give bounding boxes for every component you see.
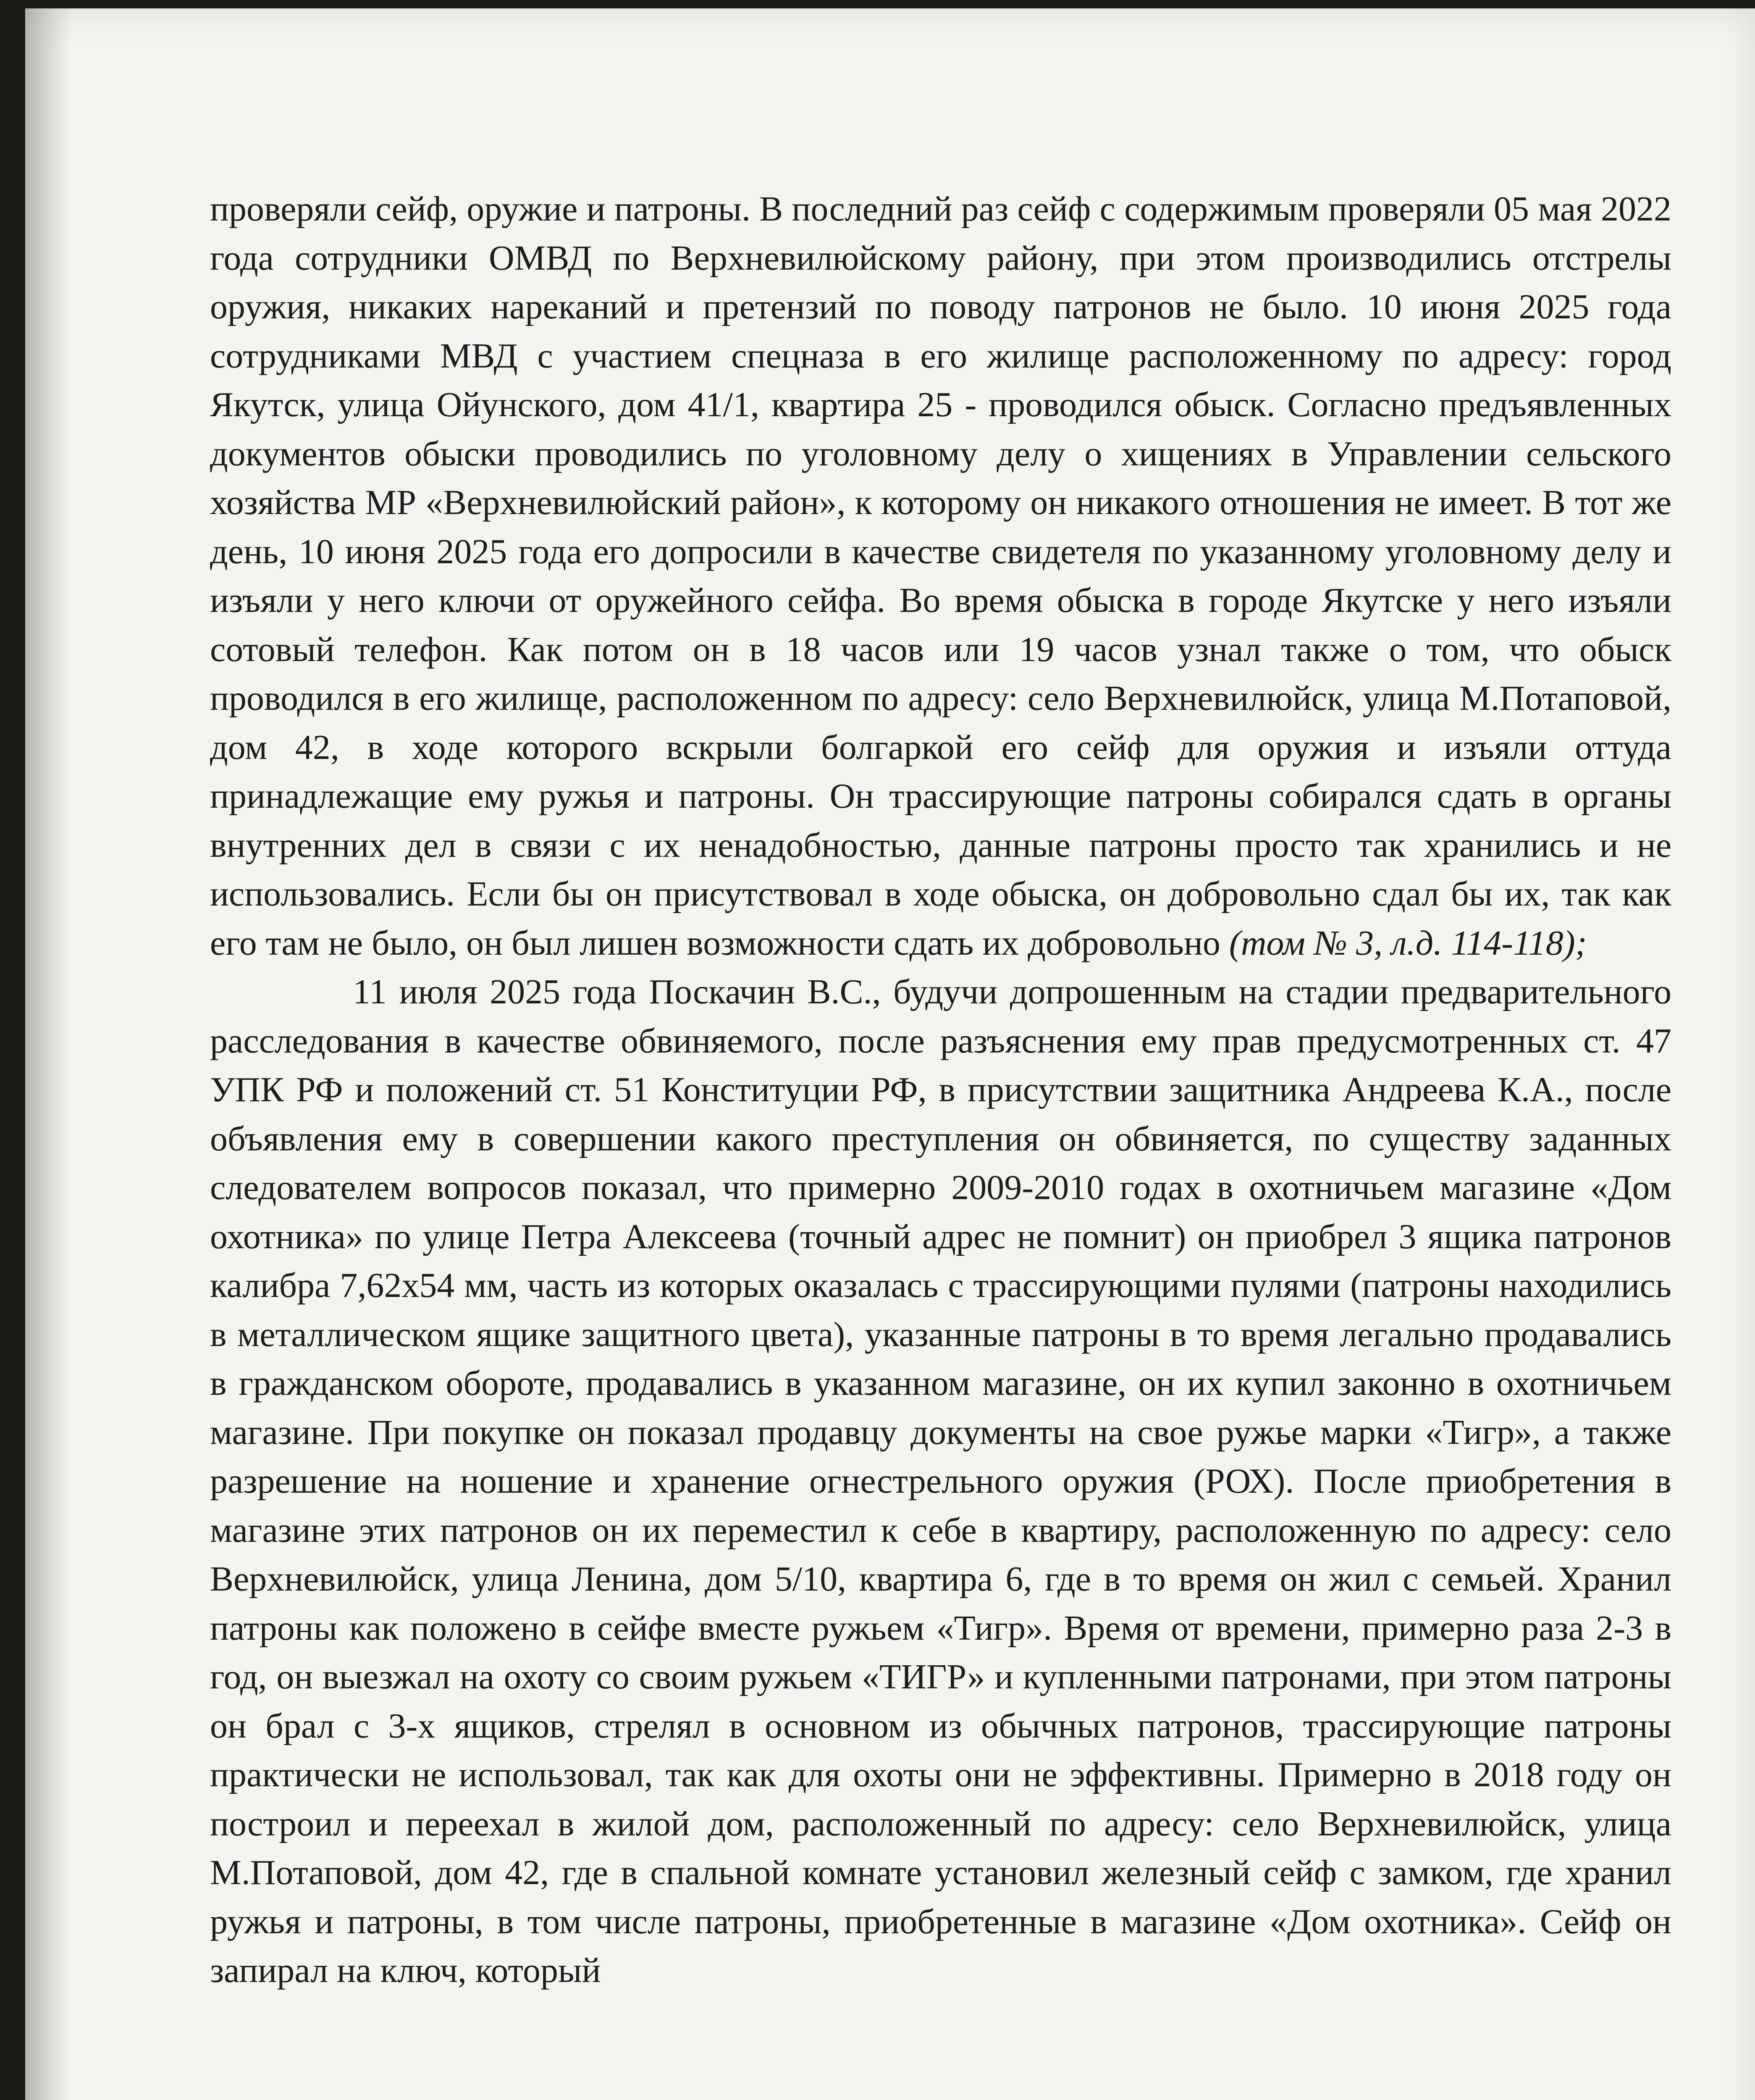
paragraph-testimony-continuation xyxy=(210,185,1671,968)
paragraph-text: проверяли сейф, оружие и патроны. В последний раз сейф с содержимым проверяли 05 мая 2022 года сотрудники ОМВД по Верхневилюйскому району, при этом производились отстрелы оружия, никаких нареканий и претензий по поводу патронов не было. 10 июня 2025 года сотрудниками МВД с участием спецназа в его жилище расположенному по адресу: город Якутск, улица Ойунского, дом 41/1, квартира 25 - проводился обыск. Согласно предъявленных документов обыски проводились по уголовному делу о хищениях в Управлении сельского хозяйства МР «Верхневилюйский район», к которому он никакого отношения не имеет. В тот же день, 10 июня 2025 года его допросили в качестве свидетеля по указанному уголовному делу и изъяли у него ключи от оружейного сейфа. Во время обыска в городе Якутске у него изъяли сотовый телефон. Как потом он в 18 часов или 19 часов узнал также о том, что обыск проводился в его жилище, расположенном по адресу: село Верхневилюйск, улица М.Потаповой, дом 42, в ходе которого вскрыли болгаркой его сейф для оружия и изъяли оттуда принадлежащие ему ружья и патроны. Он трассирующие патроны собирался сдать в органы внутренних дел в связи с их ненадобностью, данные патроны просто так хранились и не использовались. Если бы он присутствовал в ходе обыска, он добровольно сдал бы их, так как его там не было, он был лишен возможности сдать их добровольно xyxy=(210,189,1671,963)
document-page xyxy=(25,8,1755,2100)
case-file-reference: (том № 3, л.д. 114-118); xyxy=(1229,923,1587,963)
paragraph-accused-testimony: 11 июля 2025 года Поскачин В.С., будучи допрошенным на стадии предварительного расследования в качестве обвиняемого, после разъяснения ему прав предусмотренных ст. 47 УПК РФ и положений ст. 51 Конституции РФ, в присутствии защитника Андреева К.А., после объявления ему в совершении какого преступления он обвиняется, по существу заданных следователем вопросов показал, что примерно 2009-2010 годах в охотничьем магазине «Дом охотника» по улице Петра Алексеева (точный адрес не помнит) он приобрел 3 ящика патронов калибра 7,62х54 мм, часть из которых оказалась с трассирующими пулями (патроны находились в металлическом ящике защитного цвета), указанные патроны в то время легально продавались в гражданском обороте, продавались в указанном магазине, он их купил законно в охотничьем магазине. При покупке он показал продавцу документы на свое ружье марки «Тигр», а также разрешение на ношение и хранение огнестрельного оружия (РОХ). После приобретения в магазине этих патронов он их переместил к себе в квартиру, расположенную по адресу: село Верхневилюйск, улица Ленина, дом 5/10, квартира 6, где в то время он жил с семьей. Хранил патроны как положено в сейфе вместе ружьем «Тигр». Время от времени, примерно раза 2-3 в год, он выезжал на охоту со своим ружьем «ТИГР» и купленными патронами, при этом патроны он брал с 3-х ящиков, стрелял в основном из обычных патронов, трассирующие патроны практически не использовал, так как для охоты они не эффективны. Примерно в 2018 году он построил и переехал в жилой дом, расположенный по адресу: село Верхневилюйск, улица М.Потаповой, дом 42, где в спальной комнате установил железный сейф с замком, где хранил ружья и патроны, в том числе патроны, приобретенные в магазине «Дом охотника». Сейф он запирал на ключ, который xyxy=(210,972,1671,1990)
document-body xyxy=(210,185,1671,1995)
